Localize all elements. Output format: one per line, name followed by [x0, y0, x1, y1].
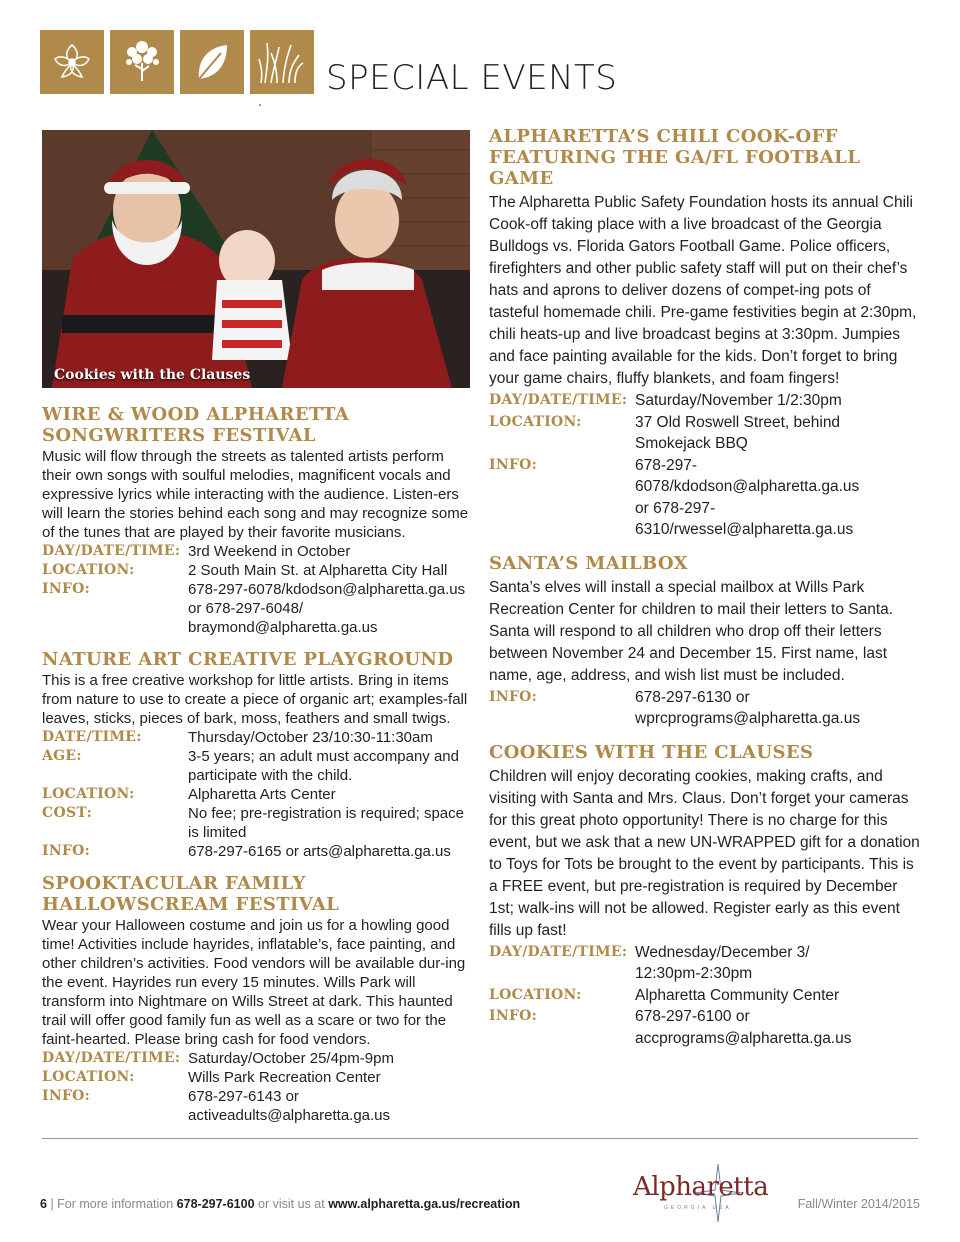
- event-santas-mailbox: [489, 553, 921, 730]
- event-hallowscream-festival: [42, 873, 474, 1125]
- info-label: COST:: [42, 805, 93, 821]
- footer-more-info: For more information: [57, 1197, 174, 1211]
- info-label: LOCATION:: [42, 562, 135, 578]
- event-description: The Alpharetta Public Safety Foundation hosts its annual Chili Cook-off taking place with a live broadcast of the Georgia Bulldogs vs. Florida Gators Football Game. Police officers, firefighters and other public safety staff will put on their chef’s hats and aprons to deliver dozens of compet-ing pots of tasteful homemade chili. Pre-game festivities begin at 2:30pm, chili heats-up and live broadcast begins at 3:30pm. Jumpies and face painting available for the kids. Don’t forget to bring your game chairs, fluffy blankets, and foam fingers!: [489, 194, 917, 387]
- info-value: [635, 455, 921, 541]
- info-value-line: 37 Old Roswell Street, behind: [635, 413, 841, 431]
- leaf-icon: [180, 30, 244, 94]
- info-label: LOCATION:: [489, 413, 582, 430]
- info-value: Alpharetta Arts Center: [188, 786, 336, 803]
- info-value: Wills Park Recreation Center: [188, 1069, 381, 1086]
- info-label: AGE:: [42, 748, 82, 764]
- info-row-location: [42, 561, 474, 580]
- info-value: Saturday/October 25/4pm-9pm: [188, 1050, 394, 1067]
- event-nature-art-playground: [42, 649, 474, 861]
- grass-icon: [250, 30, 314, 94]
- event-title-line: NATURE ART CREATIVE PLAYGROUND: [42, 649, 454, 670]
- event-title: [42, 649, 474, 670]
- info-label: INFO:: [42, 843, 91, 859]
- info-label: DAY/DATE/TIME:: [489, 392, 628, 408]
- event-title: [489, 126, 921, 189]
- info-row-date: [489, 390, 921, 412]
- info-row-date: [489, 942, 921, 985]
- info-row-contact: [489, 455, 921, 541]
- info-label: DAY/DATE/TIME:: [42, 1050, 181, 1066]
- info-value: No fee; pre-registration is required; space is limited: [188, 805, 464, 841]
- event-chili-cook-off: [489, 126, 921, 541]
- left-column: [42, 404, 474, 1137]
- page-number: 6: [40, 1197, 47, 1211]
- footer-visit: or visit us at: [258, 1197, 325, 1211]
- dogwood-tree-icon: [110, 30, 174, 94]
- info-row-date: [42, 542, 474, 561]
- info-row-contact: [489, 1006, 921, 1049]
- info-value: [635, 687, 921, 730]
- footer-url[interactable]: www.alpharetta.ga.us/recreation: [328, 1197, 521, 1211]
- info-value-line: 678-297-6078/kdodson@alpharetta.ga.us: [188, 581, 466, 598]
- alpharetta-logo-subtitle: GEORGIA USA: [664, 1205, 732, 1211]
- info-row-location: [489, 412, 921, 455]
- info-value-line: accprograms@alpharetta.ga.us: [635, 1029, 852, 1047]
- cookies-with-clauses-photo: [42, 130, 470, 388]
- info-row-date: [42, 1049, 474, 1068]
- info-value: 3rd Weekend in October: [188, 543, 351, 560]
- info-value-line: Wednesday/December 3/: [635, 943, 810, 961]
- info-value: [188, 1087, 474, 1125]
- info-row-contact: [42, 580, 474, 637]
- info-value: [635, 1006, 921, 1049]
- event-title-line: COOKIES WITH THE CLAUSES: [489, 741, 814, 763]
- info-value-line: wprcprograms@alpharetta.ga.us: [635, 710, 861, 727]
- info-value-line: 12:30pm-2:30pm: [635, 965, 753, 982]
- info-value: Saturday/November 1/2:30pm: [635, 392, 842, 409]
- event-title-line: FEATURING THE GA/FL FOOTBALL GAME: [489, 147, 861, 189]
- event-title-line: WIRE & WOOD ALPHARETTA: [42, 404, 350, 425]
- event-title-line: SONGWRITERS FESTIVAL: [42, 425, 316, 446]
- info-value: 3-5 years; an adult must accompany and participate with the child.: [188, 748, 459, 784]
- info-value: [635, 942, 921, 985]
- info-label: INFO:: [489, 1008, 538, 1024]
- event-description: Children will enjoy decorating cookies, making crafts, and visiting with Santa and Mrs. Claus. Don’t forget your cameras for this great photo opportunity! There is no charge for this event, but we ask that a new UN-WRAPPED gift for a donation to Toys for Tots be brought to the event by participants. This is a FREE event, but pre-registration is required by December 1st; walk-ins will not be allowed. Register early as this event fills up fast!: [489, 767, 920, 939]
- info-value-line: activeadults@alpharetta.ga.us: [188, 1107, 391, 1124]
- event-songwriters-festival: [42, 404, 474, 637]
- header-logo-row: [40, 30, 314, 94]
- info-row-age: [42, 747, 474, 785]
- right-column: [489, 126, 921, 1061]
- event-title: [42, 873, 474, 915]
- page-title: SPECIAL EVENTS: [326, 58, 618, 98]
- event-title-line: ALPHARETTA’S CHILI COOK-OFF: [489, 126, 838, 147]
- event-description: Wear your Halloween costume and join us for a howling good time! Activities include hayrides, inflatable’s, face painting, and other children’s activities. Food vendors will be available dur-ing the event. Hayrides run every 15 minutes. Wills Park will transform into Nightmare on Wills Street at dark. This haunted trail will offer good family fun as well as a scare or two for the faint-hearted. Please bring cash for food vendors.: [42, 917, 466, 1048]
- info-label: DAY/DATE/TIME:: [42, 543, 181, 559]
- event-cookies-with-clauses: [489, 742, 921, 1050]
- info-row-location: [42, 785, 474, 804]
- magnolia-flower-icon: [40, 30, 104, 94]
- info-row-cost: [42, 804, 474, 842]
- info-value-line: or 678-297-6310/rwessel@alpharetta.ga.us: [635, 499, 854, 538]
- info-value-line: 678-297-6078/kdodson@alpharetta.ga.us: [635, 456, 860, 495]
- event-title-line: SPOOKTACULAR FAMILY: [42, 873, 306, 894]
- info-row-location: [42, 1068, 474, 1087]
- event-title: [489, 742, 921, 763]
- info-label: INFO:: [489, 456, 538, 473]
- info-value-line: 678-297-6143 or: [188, 1088, 299, 1105]
- event-description: This is a free creative workshop for little artists. Bring in items from nature to use to create a piece of organic art; examples-fall leaves, sticks, pieces of bark, moss, feathers and small twigs.: [42, 672, 468, 727]
- info-value-line: Smokejack BBQ: [635, 435, 748, 452]
- info-value: [635, 412, 921, 455]
- footer-divider: [42, 1138, 918, 1139]
- info-value: [188, 580, 474, 637]
- info-label: INFO:: [489, 688, 538, 705]
- info-label: DATE/TIME:: [42, 729, 142, 745]
- footer-phone: 678-297-6100: [176, 1197, 255, 1211]
- info-label: LOCATION:: [42, 786, 135, 802]
- info-label: INFO:: [42, 581, 91, 597]
- event-description: Santa’s elves will install a special mailbox at Wills Park Recreation Center for children to mail their letters to Santa. Santa will respond to all children who drop off their letters between November 24 and December 15. First name, last name, age, address, and wish list must be included.: [489, 578, 894, 684]
- info-label: DAY/DATE/TIME:: [489, 943, 628, 960]
- info-value: Alpharetta Community Center: [635, 986, 840, 1004]
- info-value-line: 678-297-6130 or: [635, 688, 750, 706]
- footer-season: Fall/Winter 2014/2015: [797, 1197, 920, 1211]
- event-description: Music will flow through the streets as talented artists perform their own songs with soulful melodies, magnificent vocals and expressive lyrics while interacting with the audience. Listen-ers will learn the stories behind each song and may recognize some of the tunes that are played by their favorite musicians.: [42, 448, 469, 541]
- info-label: LOCATION:: [489, 986, 582, 1003]
- info-row-contact: [489, 687, 921, 730]
- info-label: LOCATION:: [42, 1069, 135, 1085]
- event-title-line: SANTA’S MAILBOX: [489, 552, 689, 574]
- info-value: Thursday/October 23/10:30-11:30am: [188, 729, 433, 746]
- footer-info: [40, 1197, 520, 1211]
- event-title: [42, 404, 474, 446]
- header-divider-dot: [259, 104, 261, 106]
- footer-separator: |: [50, 1197, 58, 1211]
- info-row-contact: [42, 842, 474, 861]
- event-title-line: HALLOWSCREAM FESTIVAL: [42, 894, 340, 915]
- info-row-date: [42, 728, 474, 747]
- info-label: INFO:: [42, 1088, 91, 1104]
- info-value-line: or 678-297-6048/: [188, 600, 304, 617]
- photo-caption: Cookies with the Clauses: [54, 367, 251, 383]
- info-value-line: 678-297-6100 or: [635, 1008, 750, 1025]
- info-value: 678-297-6165 or arts@alpharetta.ga.us: [188, 843, 451, 860]
- alpharetta-logo: Alpharetta: [633, 1172, 769, 1202]
- info-row-location: [489, 985, 921, 1007]
- info-value: 2 South Main St. at Alpharetta City Hall: [188, 562, 448, 579]
- info-value-line: braymond@alpharetta.ga.us: [188, 619, 378, 636]
- event-title: [489, 553, 921, 574]
- info-row-contact: [42, 1087, 474, 1125]
